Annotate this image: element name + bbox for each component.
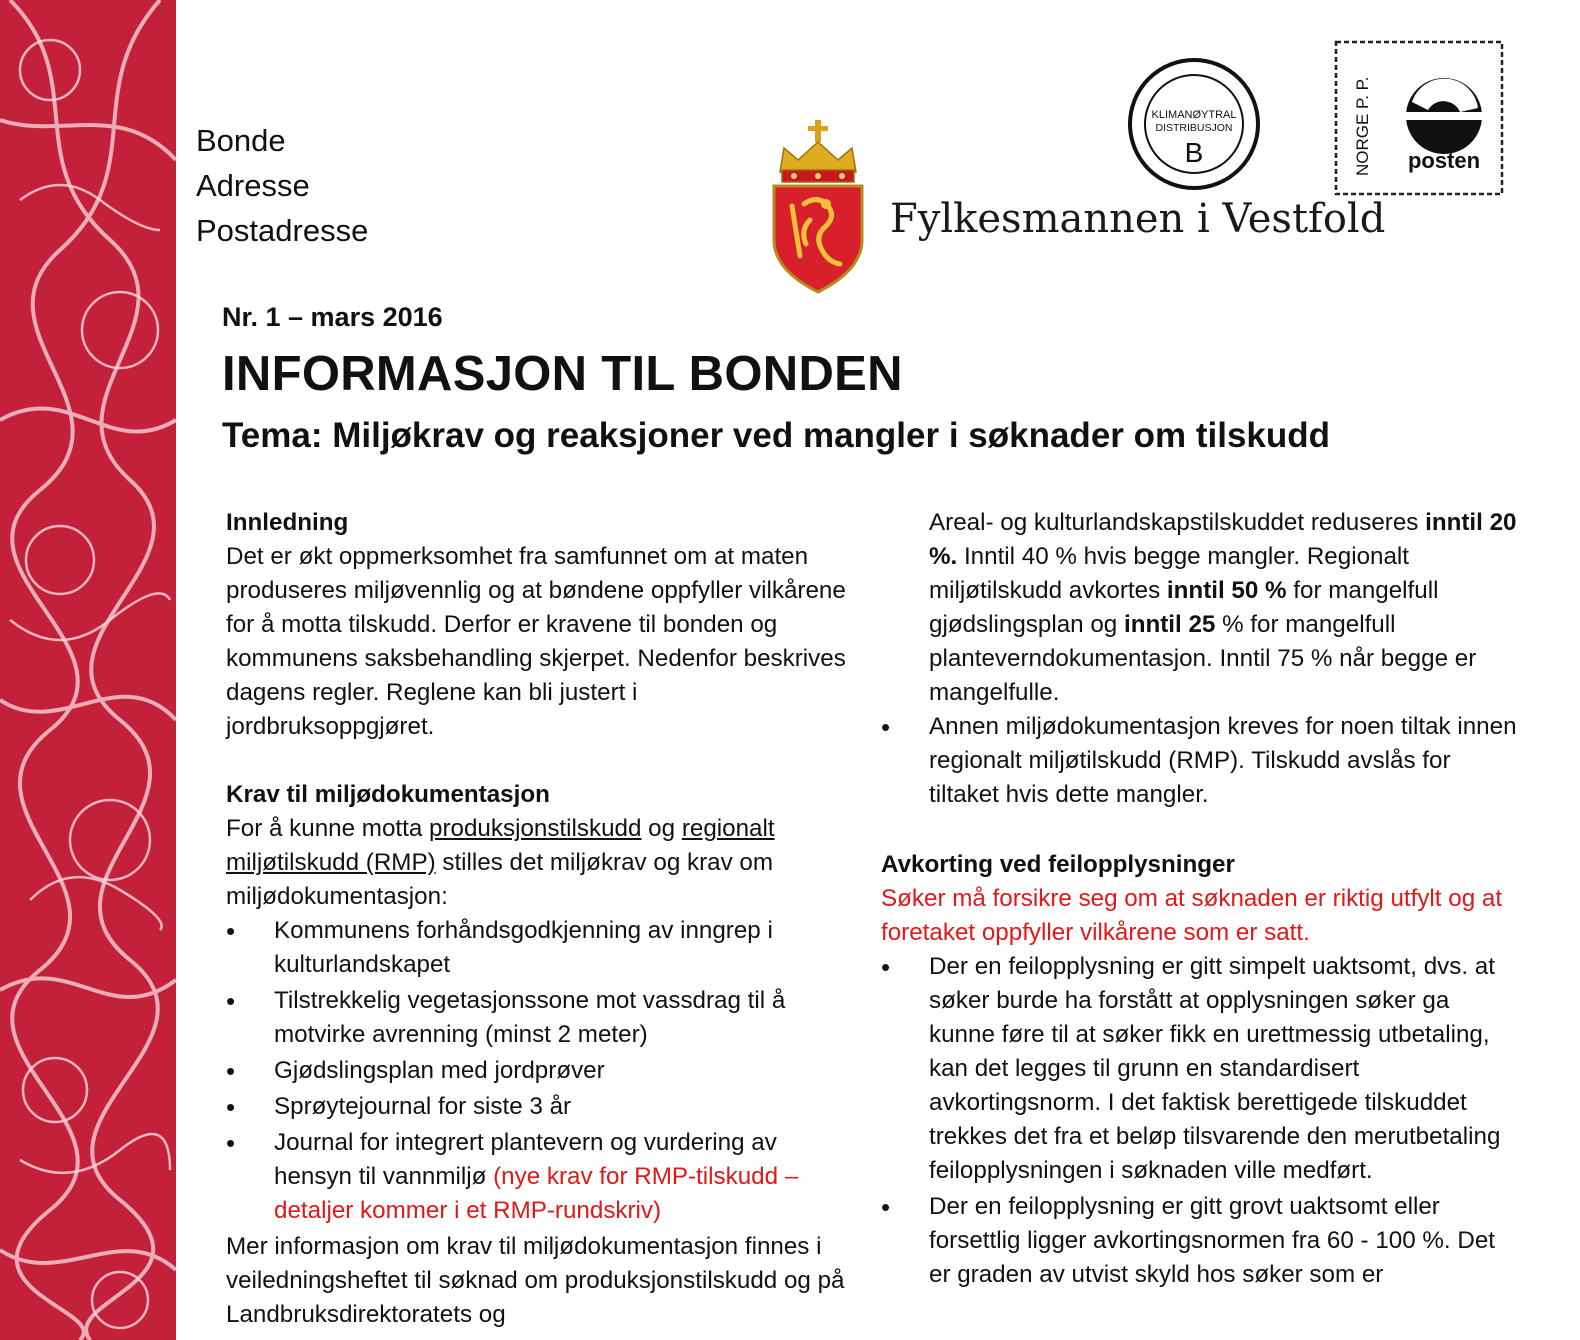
list-item: • Gjødslingsplan med jordprøver (226, 1054, 846, 1088)
intro-heading: Innledning (226, 509, 349, 536)
list-item: • Sprøytejournal for siste 3 år (226, 1090, 846, 1124)
req-text-1: For å kunne motta (226, 815, 430, 842)
list-item: • Der en feilopplysning er gitt grovt uaktsomt eller forsettlig ligger avkortingsnormen fra 60 - 100 %. Det er graden av utvist skyld hos søker som er (881, 1190, 1521, 1292)
climate-neutral-stamp (1126, 56, 1262, 192)
avkorting-list (881, 950, 1521, 1292)
list-item: • Annen miljødokumentasjon kreves for noen tiltak innen regionalt miljøtilskudd (RMP). Tilskudd avslås for tiltaket hvis dette mangler. (881, 710, 1521, 812)
avkorting-heading: Avkorting ved feilopplysninger (881, 851, 1235, 878)
posten-brand: posten (1407, 148, 1481, 173)
right-column (881, 506, 1521, 1294)
postage-vertical-text: NORGE P. P. (1353, 76, 1372, 176)
klima-line2: DISTRIBUSJON (1155, 122, 1233, 134)
page-subtitle: Tema: Miljøkrav og reaksjoner ved mangler i søknader om tilskudd (222, 416, 1331, 455)
organization-name: Fylkesmannen i Vestfold (890, 196, 1386, 242)
more-info-text: Mer informasjon om krav til miljødokumentasjon finnes i veiledningsheftet til søknad om produksjonstilskudd og på Landbruksdirektoratets og (226, 1233, 845, 1328)
cont-text-1: Areal- og kulturlandskapstilskuddet reduseres (929, 509, 1426, 536)
list-item (226, 1126, 846, 1228)
postage-stamp (1332, 38, 1506, 198)
requirements-heading: Krav til miljødokumentasjon (226, 781, 550, 808)
klima-letter: B (1184, 137, 1204, 168)
rmp-link[interactable]: regionalt miljøtilskudd (RMP) (226, 815, 775, 876)
avkorting-warning: Søker må forsikre seg om at søknaden er riktig utfylt og at foretaket oppfyller vilkårene som er satt. (881, 885, 1503, 946)
cont-bold-3: inntil 25 (1123, 611, 1216, 638)
requirements-paragraph (226, 812, 846, 914)
continued-paragraph (881, 506, 1521, 710)
cont-text-3: for mangelfull gjødslingsplan og (929, 577, 1439, 638)
bullet5-red-note: (nye krav for RMP-tilskudd – detaljer kommer i et RMP-rundskriv) (274, 1163, 799, 1224)
req-text-3: stilles det miljøkrav og krav om miljødokumentasjon: (226, 849, 774, 910)
cont-text-4: % for mangelfull planteverndokumentasjon. Inntil 75 % når begge er mangelfulle. (929, 611, 1477, 706)
cont-text-2: Inntil 40 % hvis begge mangler. Regionalt miljøtilskudd avkortes (929, 543, 1410, 604)
page-title: INFORMASJON TIL BONDEN (222, 347, 903, 401)
cont-bold-2: inntil 50 % (1166, 577, 1287, 604)
list-item: • Tilstrekkelig vegetasjonssone mot vassdrag til å motvirke avrenning (minst 2 meter) (226, 984, 846, 1052)
recipient-address: Adresse (196, 168, 310, 203)
list-item: • Der en feilopplysning er gitt simpelt uaktsomt, dvs. at søker burde ha forstått at opplysningen søker ga kunne føre til at søker fikk en urettmessig utbetaling, kan det legges til grunn en standardisert avkortingsnorm. I det faktisk berettigede tilskuddet trekkes det fra et beløp tilsvarende den merutbetaling feilopplysningen i søknaden ville medført. (881, 950, 1521, 1188)
req-text-2: og (641, 815, 682, 842)
recipient-postal: Postadresse (196, 213, 369, 248)
recipient-name: Bonde (196, 123, 286, 158)
intro-text: Det er økt oppmerksomhet fra samfunnet om at maten produseres miljøvennlig og at bøndene oppfyller vilkårene for å motta tilskudd. Derfor er kravene til bonden og kommunens saksbehandling skjerpet. Nedenfor beskrives dagens regler. Reglene kan bli justert i jordbruksoppgjøret. (226, 543, 846, 740)
requirements-list (226, 914, 846, 1228)
list-item: • Kommunens forhåndsgodkjenning av inngrep i kulturlandskapet (226, 914, 846, 982)
issue-number: Nr. 1 – mars 2016 (222, 302, 443, 332)
posten-logo-icon (1406, 78, 1482, 154)
klima-line1: KLIMANØYTRAL (1151, 109, 1237, 121)
knotwork-ornament (0, 0, 176, 1340)
coat-of-arms-icon (770, 120, 866, 295)
bullet5-text: Journal for integrert plantevern og vurdering av hensyn til vannmiljø (274, 1129, 777, 1190)
cont-bold-1: inntil 20 %. (929, 509, 1517, 570)
other-doc-list (881, 710, 1521, 812)
decorative-side-strip (0, 0, 176, 1340)
left-column (226, 506, 846, 1332)
produksjonstilskudd-link[interactable]: produksjonstilskudd (429, 815, 642, 842)
